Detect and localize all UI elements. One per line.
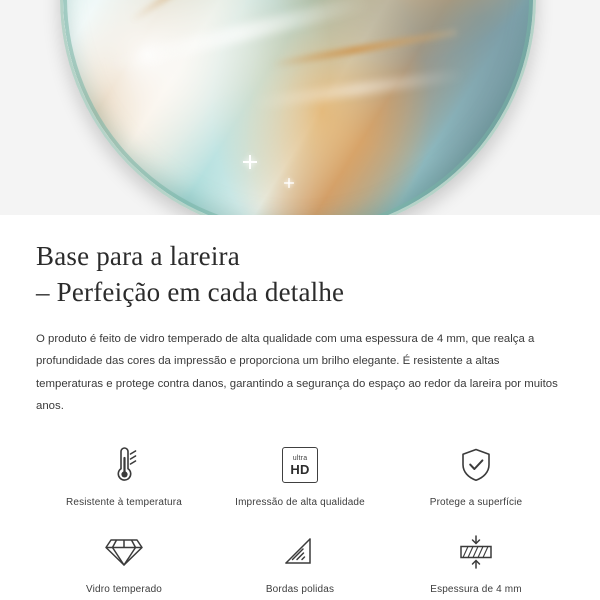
feature-label: Bordas polidas xyxy=(265,584,335,596)
feature-item-print-quality xyxy=(212,443,388,508)
feature-label: Resistente à temperatura xyxy=(66,497,182,509)
feature-item-surface-protection xyxy=(388,443,564,508)
headline-line-1: Base para a lareira xyxy=(36,241,240,271)
polished-edges-icon xyxy=(281,530,319,574)
content-area xyxy=(0,239,600,595)
feature-item-temperature xyxy=(36,443,212,508)
thermometer-icon xyxy=(107,443,141,487)
hero-image xyxy=(0,0,600,215)
feature-label: Vidro temperado xyxy=(86,584,162,596)
shield-check-icon xyxy=(458,443,494,487)
ultra-hd-icon xyxy=(282,443,318,487)
feature-label: Protege a superfície xyxy=(429,497,523,509)
feature-item-polished-edges xyxy=(212,530,388,595)
headline-line-2: – Perfeição em cada detalhe xyxy=(36,276,345,307)
thickness-arrows-icon xyxy=(455,530,497,574)
diamond-icon xyxy=(104,530,144,574)
glass-plate-image xyxy=(60,0,536,215)
page-title xyxy=(36,239,564,310)
feature-label: Impressão de alta qualidade xyxy=(235,497,365,509)
feature-grid xyxy=(36,443,564,595)
description-paragraph: O produto é feito de vidro temperado de alta qualidade com uma espessura de 4 mm, que realça a profundidade das cores da impressão e proporciona um brilho elegante. É resistente a altas temperaturas e protege contra danos, garantindo a segurança do espaço ao redor da lareira por muitos anos. xyxy=(36,333,558,412)
feature-label: Espessura de 4 mm xyxy=(430,584,522,596)
feature-item-tempered-glass xyxy=(36,530,212,595)
ultra-hd-top-text: ultra xyxy=(292,454,308,462)
marble-artwork xyxy=(63,0,533,215)
feature-item-thickness xyxy=(388,530,564,595)
ultra-hd-bottom-text: HD xyxy=(290,461,310,477)
